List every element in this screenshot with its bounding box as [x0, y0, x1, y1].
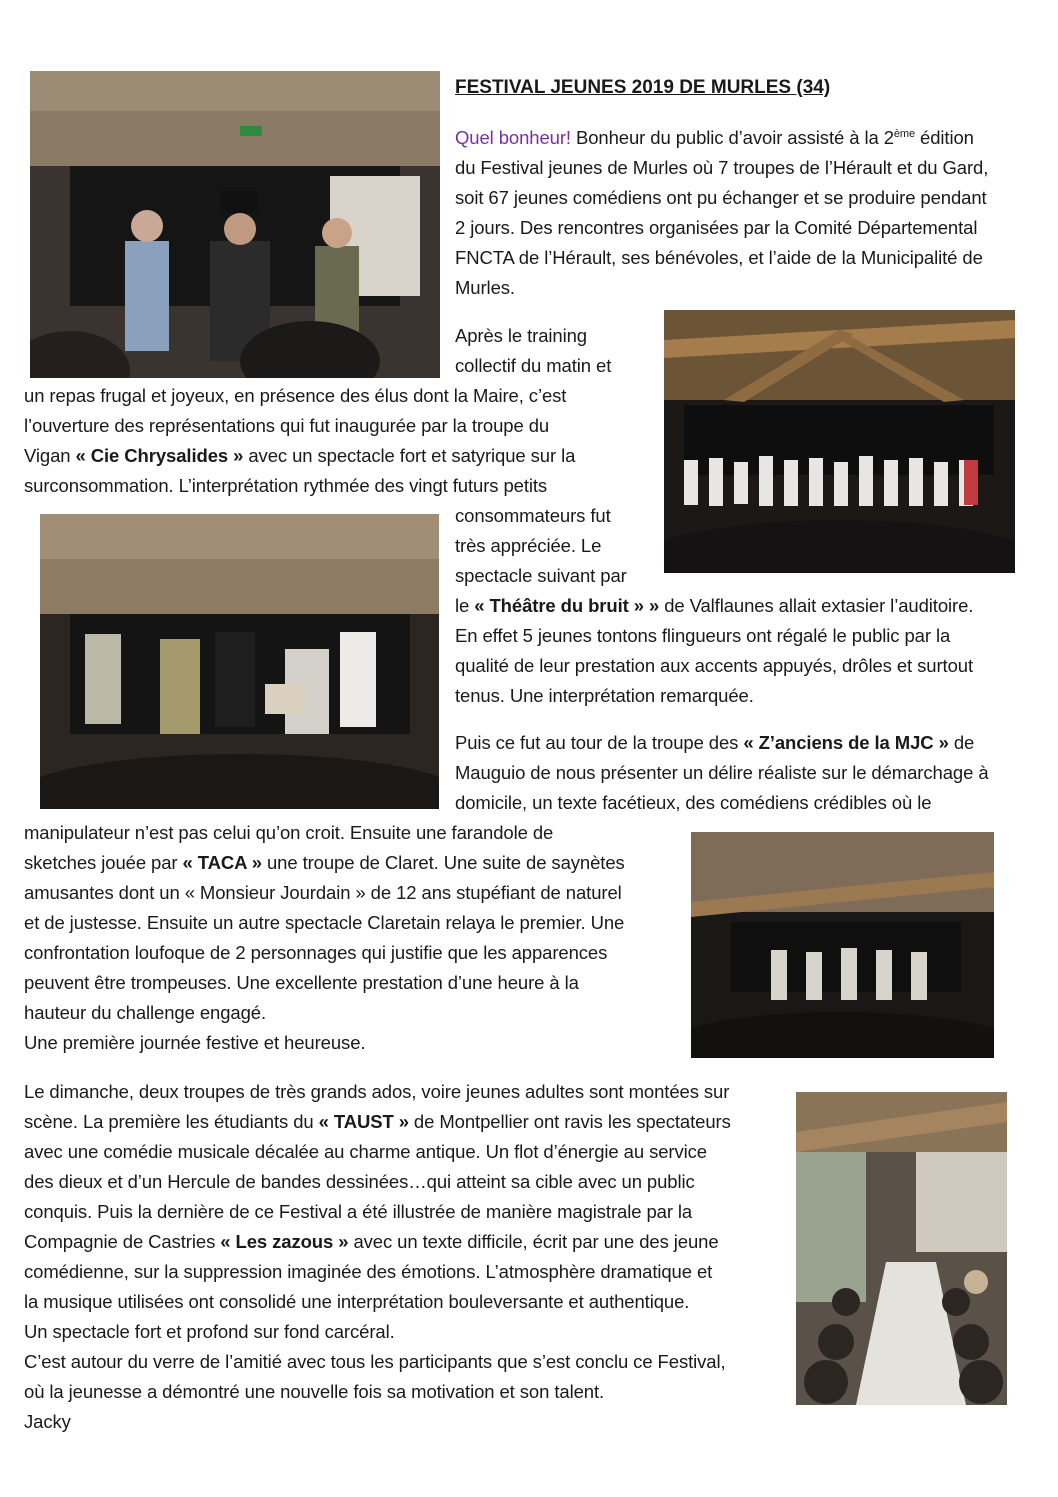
p3-line-7: et de justesse. Ensuite un autre spectacle Claretain relaya le premier. Une [24, 912, 625, 933]
intro-exclamation: Quel bonheur! [455, 127, 571, 148]
p3-line-11: Une première journée festive et heureuse. [24, 1032, 366, 1053]
p4-line-6-a: Compagnie de Castries [24, 1231, 221, 1252]
p2-line-5-c: avec un spectacle fort et satyrique sur la [243, 445, 576, 466]
troupe-name-taust: « TAUST » [318, 1111, 409, 1132]
intro-line-1 [455, 126, 974, 150]
p2-line-6: surconsommation. L’interprétation rythmée des vingt futurs petits [24, 475, 548, 496]
p4-line-6 [24, 1230, 719, 1254]
p3-line-8: confrontation loufoque de 2 personnages qui justifie que les apparences [24, 942, 608, 963]
p3-line-1-c: de [948, 732, 975, 753]
page-title: FESTIVAL JEUNES 2019 DE MURLES (34) [455, 77, 831, 98]
p3-line-5-c: une troupe de Claret. Une suite de saynètes [261, 852, 625, 873]
photo-friendship-drink-art [796, 1092, 1007, 1405]
photo-stage-greeting [30, 71, 440, 378]
p2-line-10-a: le [455, 595, 475, 616]
intro-line-6: Murles. [455, 277, 515, 298]
p2-line-13: tenus. Une interprétation remarquée. [455, 685, 754, 706]
p4-line-6-c: avec un texte difficile, écrit par une des jeune [348, 1231, 719, 1252]
p2-line-8: très appréciée. Le [455, 535, 602, 556]
intro-superscript: ème [893, 128, 915, 140]
p3-line-5 [24, 851, 625, 875]
p2-line-10 [455, 594, 973, 618]
photo-troupe-line [664, 310, 1015, 573]
troupe-name-zazous: « Les zazous » [220, 1231, 349, 1252]
p2-line-10-c: de Valflaunes allait extasier l’auditoire. [659, 595, 974, 616]
p2-line-1: Après le training [455, 325, 587, 346]
intro-line-2: du Festival jeunes de Murles où 7 troupes de l’Hérault et du Gard, [455, 157, 989, 178]
intro-line-5: FNCTA de l’Hérault, ses bénévoles, et l’aide de la Municipalité de [455, 247, 983, 268]
p3-line-9: peuvent être trompeuses. Une excellente prestation d’une heure à la [24, 972, 579, 993]
p2-line-5-a: Vigan [24, 445, 76, 466]
p4-line-10: C’est autour du verre de l’amitié avec tous les participants que s’est conclu ce Festival, [24, 1351, 726, 1372]
photo-mjc-troupe [691, 832, 994, 1058]
p2-line-5 [24, 444, 575, 468]
p4-line-5: conquis. Puis la dernière de ce Festival a été illustrée de manière magistrale par la [24, 1201, 693, 1222]
p4-line-4: des dieux et d’un Hercule de bandes dessinées…qui atteint sa cible avec un public [24, 1171, 695, 1192]
p4-line-3: avec une comédie musicale décalée au charme antique. Un flot d’énergie au service [24, 1141, 707, 1162]
p3-line-3: domicile, un texte facétieux, des comédiens crédibles où le [455, 792, 932, 813]
p3-line-1 [455, 731, 974, 755]
p4-line-7: comédienne, sur la suppression imaginée des émotions. L’atmosphère dramatique et [24, 1261, 713, 1282]
intro-line-3: soit 67 jeunes comédiens ont pu échanger et se produire pendant [455, 187, 987, 208]
troupe-name-chrysalides: « Cie Chrysalides » [75, 445, 244, 466]
p4-line-1: Le dimanche, deux troupes de très grands ados, voire jeunes adultes sont montées sur [24, 1081, 730, 1102]
p3-line-5-a: sketches jouée par [24, 852, 183, 873]
p4-line-8: la musique utilisées ont consolidé une interprétation bouleversante et authentique. [24, 1291, 690, 1312]
signature-jacky: Jacky [24, 1411, 71, 1432]
troupe-name-theatre-du-bruit: « Théâtre du bruit » » [474, 595, 660, 616]
p2-line-12: qualité de leur prestation aux accents appuyés, drôles et surtout [455, 655, 973, 676]
p3-line-6: amusantes dont un « Monsieur Jourdain » de 12 ans stupéfiant de naturel [24, 882, 622, 903]
p4-line-2 [24, 1110, 731, 1134]
photo-stage-greeting-art [30, 71, 440, 378]
p4-line-9: Un spectacle fort et profond sur fond carcéral. [24, 1321, 395, 1342]
photo-friendship-drink [796, 1092, 1007, 1405]
photo-troupe-line-art [664, 310, 1015, 573]
p4-line-2-a: scène. La première les étudiants du [24, 1111, 319, 1132]
p4-line-11: où la jeunesse a démontré une nouvelle fois sa motivation et son talent. [24, 1381, 605, 1402]
intro-line-1-text: Bonheur du public d’avoir assisté à la 2 [570, 127, 894, 148]
photo-mjc-troupe-art [691, 832, 994, 1058]
photo-tontons-flingueurs [40, 514, 439, 809]
intro-line-4: 2 jours. Des rencontres organisées par la Comité Départemental [455, 217, 978, 238]
p3-line-10: hauteur du challenge engagé. [24, 1002, 267, 1023]
photo-tontons-flingueurs-art [40, 514, 439, 809]
troupe-name-taca: « TACA » [182, 852, 262, 873]
intro-line-1-end: édition [915, 127, 974, 148]
troupe-name-zanciens: « Z’anciens de la MJC » [743, 732, 949, 753]
p2-line-9: spectacle suivant par [455, 565, 627, 586]
p3-line-2: Mauguio de nous présenter un délire réaliste sur le démarchage à [455, 762, 989, 783]
p2-line-4: l’ouverture des représentations qui fut inaugurée par la troupe du [24, 415, 550, 436]
p3-line-1-a: Puis ce fut au tour de la troupe des [455, 732, 744, 753]
p4-line-2-c: de Montpellier ont ravis les spectateurs [408, 1111, 731, 1132]
p2-line-2: collectif du matin et [455, 355, 612, 376]
p2-line-11: En effet 5 jeunes tontons flingueurs ont régalé le public par la [455, 625, 951, 646]
p2-line-3: un repas frugal et joyeux, en présence des élus dont la Maire, c’est [24, 385, 567, 406]
p2-line-7: consommateurs fut [455, 505, 611, 526]
p3-line-4: manipulateur n’est pas celui qu’on croit. Ensuite une farandole de [24, 822, 554, 843]
